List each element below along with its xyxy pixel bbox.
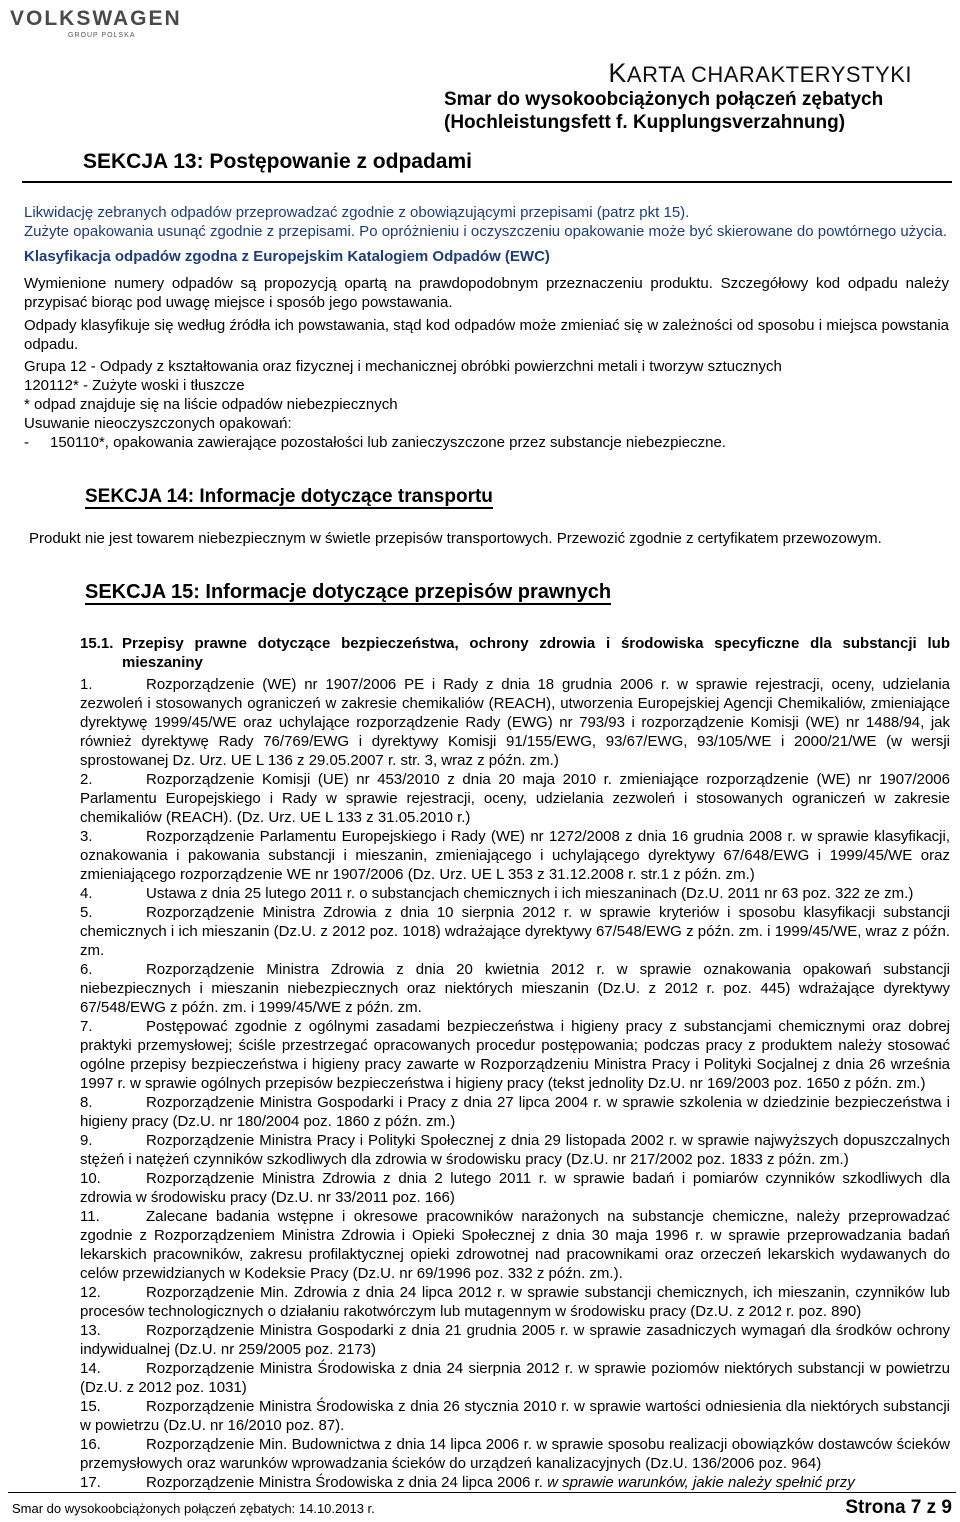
product-name-line2: (Hochleistungsfett f. Kupplungsverzahnung)	[444, 112, 846, 133]
transport-text: Produkt nie jest towarem niebezpiecznym w świetle przepisów transportowych. Przewozić zgodnie z certyfikatem przewozowym.	[29, 530, 882, 547]
regulation-text: Rozporządzenie Ministra Gospodarki i Pracy z dnia 27 lipca 2004 r. w sprawie szkolenia w dziedzinie bezpieczeństwa i higieny pracy (Dz.U. nr 180/2004 poz. 1860 z późn. zm.)	[80, 1094, 950, 1130]
regulation-text: Rozporządzenie Komisji (UE) nr 453/2010 z dnia 20 maja 2010 r. zmieniające rozporządzenie (WE) nr 1907/2006 Parlamentu Europejskiego i Rady w sprawie rejestracji, oceny, udzielania zezwoleń i stosowanych ograniczeń w zakresie chemikaliów (REACH). (Dz. Urz. UE L 133 z 31.05.2010 r.)	[80, 771, 950, 826]
regulation-item	[80, 1283, 950, 1321]
regulation-item	[80, 1207, 950, 1283]
regulation-text-italic: w sprawie warunków, jakie należy spełnić przy	[547, 1474, 855, 1491]
logo-text: VOLKSWAGEN	[10, 7, 182, 30]
regulation-item	[80, 960, 950, 1017]
regulation-item	[80, 1169, 950, 1207]
regulation-number: 6.	[80, 961, 93, 978]
regulation-text: Rozporządzenie Ministra Środowiska z dnia 24 sierpnia 2012 r. w sprawie poziomów niektórych substancji w powietrzu (Dz.U. z 2012 poz. 1031)	[80, 1360, 950, 1396]
regulation-number: 9.	[80, 1132, 93, 1149]
product-name	[444, 88, 944, 134]
regulation-number: 10.	[80, 1170, 101, 1187]
footer-divider	[8, 1492, 956, 1493]
page-number: Strona 7 z 9	[845, 1497, 952, 1518]
waste-group-line: Grupa 12 - Odpady z kształtowania oraz fizycznej i mechanicznej obróbki powierzchni metali i tworzyw sztucznych	[24, 358, 782, 375]
waste-code-line: 120112* - Zużyte woski i tłuszcze	[24, 377, 245, 394]
section-13-body	[24, 203, 949, 452]
section-15-body	[80, 634, 950, 1492]
regulation-number: 15.	[80, 1398, 101, 1415]
document-type: KARTA CHARAKTERYSTYKI	[608, 58, 912, 88]
regulation-item	[80, 770, 950, 827]
ewc-text-1: Wymienione numery odpadów są propozycją opartą na prawdopodobnym przeznaczeniu produktu. Szczegółowy kod odpadu należy przypisać biorąc pod uwagę miejsce i sposób jego powstawania.	[24, 275, 949, 311]
regulation-number: 1.	[80, 676, 93, 693]
regulation-number: 12.	[80, 1284, 101, 1301]
hazard-note-line: * odpad znajduje się na liście odpadów niebezpiecznych	[24, 396, 398, 413]
logo-subtext: GROUP POLSKA	[68, 32, 136, 39]
regulation-item	[80, 1017, 950, 1093]
regulation-text: Rozporządzenie Ministra Zdrowia z dnia 20 kwietnia 2012 r. w sprawie oznakowania opakowań substancji niebezpiecznych i mieszanin niebezpiecznych oraz niektórych mieszanin (Dz.U. z 2012 r. poz. 445) wdrażające dyrektywy 67/548/EWG z późn. zm. i 1999/45/WE z późn. zm.	[80, 961, 950, 1016]
ewc-heading: Klasyfikacja odpadów zgodna z Europejskim Katalogiem Odpadów (EWC)	[24, 248, 550, 265]
subsection-15-1-heading: 15.1. Przepisy prawne dotyczące bezpieczeństwa, ochrony zdrowia i środowiska specyficzne dla substancji lub mieszaniny	[80, 635, 950, 671]
regulation-text: Rozporządzenie Parlamentu Europejskiego i Rady (WE) nr 1272/2008 z dnia 16 grudnia 2008 r. w sprawie klasyfikacji, oznakowania i pakowania substancji i mieszanin, zmieniającego i uchylającego dyrektywy 67/648/EWG i 1999/45/WE oraz zmieniającego rozporządzenie WE nr 1907/2006 (Dz. Urz. UE L 353 z 31.12.2008 r. str.1 z późn. zm.)	[80, 828, 950, 883]
footer-product-date: Smar do wysokoobciążonych połączeń zębatych: 14.10.2013 r.	[12, 1501, 375, 1516]
regulation-number: 7.	[80, 1018, 93, 1035]
packaging-code-item: - 150110*, opakowania zawierające pozostałości lub zanieczyszczone przez substancje niebezpieczne.	[24, 434, 726, 451]
regulation-number: 4.	[80, 885, 93, 902]
regulation-item	[80, 1435, 950, 1473]
regulation-number: 2.	[80, 771, 93, 788]
packaging-paragraph: Zużyte opakowania usunąć zgodnie z przepisami. Po opróżnieniu i oczyszczeniu opakowanie może być skierowane do powtórnego użycia.	[24, 223, 948, 240]
regulation-item	[80, 1093, 950, 1131]
regulation-text: Rozporządzenie (WE) nr 1907/2006 PE i Rady z dnia 18 grudnia 2006 r. w sprawie rejestracji, oceny, udzielania zezwoleń i stosowanych ograniczeń w zakresie chemikaliów (REACH), utworzenia Europejskiej Agencji Chemikaliów, zmieniające dyrektywę 1999/45/WE oraz uchylające rozporządzenie Rady (EWG) nr 793/93 i rozporządzenie Komisji (WE) nr 1488/94, jak również dyrektywę Rady 76/769/EWG i dyrektywy Komisji 91/155/EWG, 93/67/EWG, 93/105/WE i 2000/21/WE (w wersji sprostowanej Dz. Urz. UE L 136 z 29.05.2007 r. str. 3, wraz z późn. zm.)	[80, 676, 950, 769]
regulation-item	[80, 1359, 950, 1397]
regulation-number: 8.	[80, 1094, 93, 1111]
regulation-item	[80, 1397, 950, 1435]
section-15-title: SEKCJA 15: Informacje dotyczące przepisów prawnych	[85, 581, 612, 603]
regulation-text: Postępować zgodnie z ogólnymi zasadami bezpieczeństwa i higieny pracy z substancjami chemicznymi oraz dobrej praktyki przemysłowej; ściśle przestrzegać opracowanych procedur postępowania; podczas pracy z produktem należy stosować ogólne przepisy bezpieczeństwa i higieny pracy zawarte w Rozporządzeniu Ministra Pracy i Polityki Socjalnej z dnia 26 września 1997 r. w sprawie ogólnych przepisów bezpieczeństwa i higieny pracy (tekst jednolity Dz.U. nr 169/2003 poz. 1650 z późn. zm.)	[80, 1018, 950, 1092]
regulation-number: 14.	[80, 1360, 101, 1377]
regulation-number: 13.	[80, 1322, 101, 1339]
regulation-item	[80, 884, 950, 903]
regulation-text: Rozporządzenie Min. Zdrowia z dnia 24 lipca 2012 r. w sprawie substancji chemicznych, ich mieszanin, czynników lub procesów technologicznych o działaniu rakotwórczym lub mutagennym w środowisku pracy (Dz.U. z 2012 r. poz. 890)	[80, 1284, 950, 1320]
regulation-text: Rozporządzenie Ministra Gospodarki z dnia 21 grudnia 2005 r. w sprawie zasadniczych wymagań dla środków ochrony indywidualnej (Dz.U. nr 259/2005 poz. 2173)	[80, 1322, 950, 1358]
regulation-text: Rozporządzenie Ministra Zdrowia z dnia 2 lutego 2011 r. w sprawie badań i pomiarów czynników szkodliwych dla zdrowia w środowisku pracy (Dz.U. nr 33/2011 poz. 166)	[80, 1170, 950, 1206]
regulation-item	[80, 1321, 950, 1359]
regulation-number: 3.	[80, 828, 93, 845]
section-13-title: SEKCJA 13: Postępowanie z odpadami	[83, 150, 472, 173]
product-name-line1: Smar do wysokoobciążonych połączeń zębatych	[444, 89, 884, 110]
section-divider	[22, 181, 952, 183]
packaging-heading: Usuwanie nieoczyszczonych opakowań:	[24, 415, 292, 432]
regulation-item	[80, 827, 950, 884]
regulation-text: Ustawa z dnia 25 lutego 2011 r. o substancjach chemicznych i ich mieszaninach (Dz.U. 2011 nr 63 poz. 322 ze zm.)	[146, 885, 914, 902]
regulation-item	[80, 675, 950, 770]
regulations-list	[80, 675, 950, 1492]
volkswagen-logo	[10, 7, 182, 39]
ewc-text-2: Odpady klasyfikuje się według źródła ich powstawania, stąd kod odpadów może zmieniać się w zależności od sposobu i miejsca powstania odpadu.	[24, 317, 949, 353]
regulation-text: Rozporządzenie Ministra Pracy i Polityki Społecznej z dnia 29 listopada 2002 r. w sprawie najwyższych dopuszczalnych stężeń i natężeń czynników szkodliwych dla zdrowia w środowisku pracy (Dz.U. nr 217/2002 poz. 1833 z późn. zm.)	[80, 1132, 950, 1168]
regulation-item	[80, 1473, 950, 1492]
regulation-number: 16.	[80, 1436, 101, 1453]
regulation-number: 5.	[80, 904, 93, 921]
regulation-text: Rozporządzenie Ministra Środowiska z dnia 26 stycznia 2010 r. w sprawie wartości odniesienia dla niektórych substancji w powietrzu (Dz.U. nr 16/2010 poz. 87).	[80, 1398, 950, 1434]
regulation-number: 11.	[80, 1208, 100, 1225]
regulation-item	[80, 903, 950, 960]
regulation-text: Zalecane badania wstępne i okresowe pracowników narażonych na substancje chemiczne, należy przeprowadzać zgodnie z Rozporządzeniem Ministra Zdrowia i Opieki Społecznej z dnia 30 maja 1996 r. w sprawie przeprowadzania badań lekarskich pracowników, zakresu profilaktycznej opieki zdrowotnej nad pracownikami oraz orzeczeń lekarskich wydawanych do celów przewidzianych w Kodeksie Pracy (Dz.U. nr 69/1996 poz. 332 z późn. zm.).	[80, 1208, 950, 1282]
regulation-text: Rozporządzenie Min. Budownictwa z dnia 14 lipca 2006 r. w sprawie sposobu realizacji obowiązków dostawców ścieków przemysłowych oraz warunków wprowadzania ścieków do urządzeń kanalizacyjnych (Dz.U. 136/2006 poz. 964)	[80, 1436, 950, 1472]
section-14-title: SEKCJA 14: Informacje dotyczące transportu	[85, 486, 493, 507]
regulation-text: Rozporządzenie Ministra Zdrowia z dnia 10 sierpnia 2012 r. w sprawie kryteriów i sposobu klasyfikacji substancji chemicznych i ich mieszanin (Dz.U. z 2012 poz. 1018) wdrażające dyrektywy 67/548/EWG z późn. zm. i 1999/45/WE, wraz z późn. zm.	[80, 904, 950, 959]
disposal-paragraph: Likwidację zebranych odpadów przeprowadzać zgodnie z obowiązującymi przepisami (patrz pkt 15).	[24, 204, 690, 221]
regulation-text: Rozporządzenie Ministra Środowiska z dnia 24 lipca 2006 r.	[146, 1474, 543, 1491]
regulation-number: 17.	[80, 1474, 101, 1491]
regulation-item	[80, 1131, 950, 1169]
